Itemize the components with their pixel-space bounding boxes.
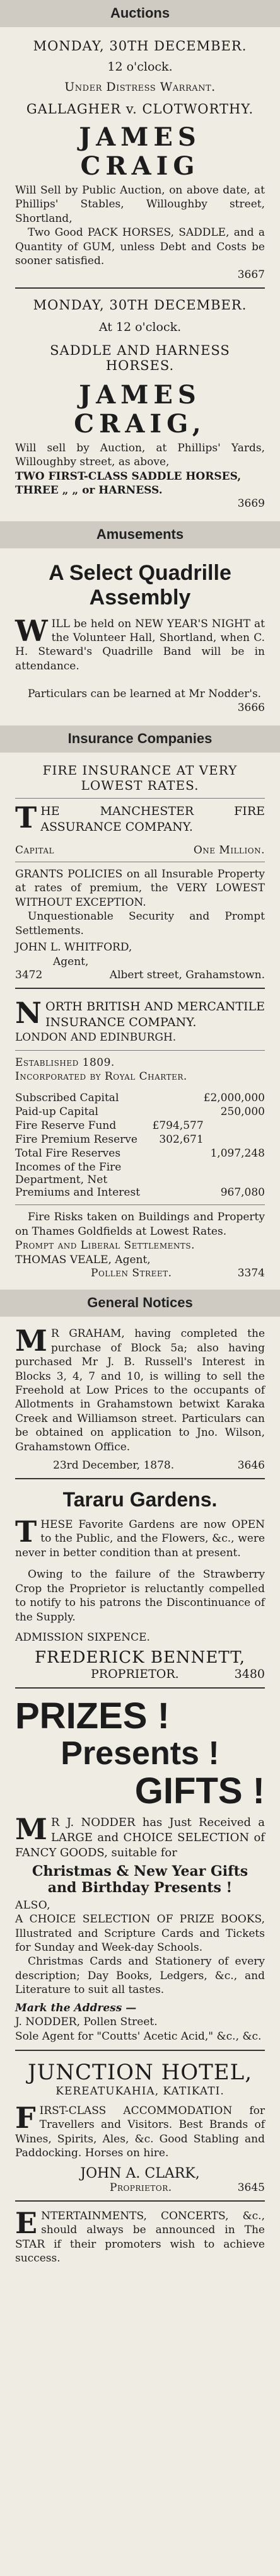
ad-line: TWO FIRST-CLASS SADDLE HORSES, xyxy=(15,470,242,483)
ad-body: GRANTS POLICIES on all Insurable Property at rates of premium, the VERY LOWEST WITHOUT EXCEPTION. xyxy=(15,867,265,909)
divider xyxy=(15,287,265,289)
ad-date: MONDAY, 30TH DECEMBER. xyxy=(33,297,247,313)
notice-prizes-nodder xyxy=(15,1695,265,2043)
ad-body: R GRAHAM, having completed the purchase of Block 5a; also having purchased Mr J. B. Russell's Interest in Blocks 3, 4, 7 and 10, is willing to sell the Freehold at Low Prices to the occupants of Allotments in Grahamstown betwixt Karaka Creek and Williamson street. Particulars can be obtained on application to Jno. Wilson, Grahamstown Office. xyxy=(15,1327,265,1453)
ad-body: Owing to the failure of the Strawberry Crop the Proprietor is reluctantly compelled to notify to his patrons the Discontinuance of the Supply. xyxy=(15,1568,265,1624)
ad-title: Tararu Gardens. xyxy=(62,1488,218,1511)
divider xyxy=(15,1050,265,1051)
table-row: Paid-up Capital 250,000 xyxy=(15,1106,265,1119)
divider xyxy=(15,2050,265,2051)
ad-warrant: Under Distress Warrant. xyxy=(64,80,216,94)
divider xyxy=(15,1687,265,1689)
notice-junction-hotel xyxy=(15,2057,265,2194)
divider xyxy=(15,798,265,799)
insurance-ad-north-british xyxy=(15,995,265,1279)
dropcap: N xyxy=(15,995,42,1030)
highlight: and Birthday Presents ! xyxy=(47,1879,233,1896)
ad-body: Will sell by Auction, at Phillips' Yards, Willoughby street, as above, xyxy=(15,441,265,469)
insurance-ad-manchester xyxy=(15,753,265,981)
highlight: Christmas & New Year Gifts xyxy=(32,1863,248,1880)
ad-body: HESE Favorite Gardens are now OPEN to the Public, and the Flowers, &c., were never in better condition than at present. xyxy=(15,1518,265,1559)
table-row: Fire Premium Reserve 302,671 xyxy=(15,1133,204,1146)
notice-entertainments xyxy=(15,2205,265,2266)
auction-ad-craig-distress xyxy=(15,27,265,281)
table-row: Incomes of the Fire Department, Net Premiums and Interest 967,080 xyxy=(15,1161,265,1199)
divider xyxy=(15,1478,265,1479)
table-row: Total Fire Reserves 1,097,248 xyxy=(15,1147,265,1160)
ad-number: 3645 xyxy=(237,2181,265,2194)
proprietor-name: JOHN A. CLARK, xyxy=(80,2165,200,2181)
notice-graham xyxy=(15,1317,265,1472)
ad-number: 3667 xyxy=(237,268,265,281)
ad-line: THREE „ „ or HARNESS. xyxy=(15,483,163,497)
company-name: HE MANCHESTER FIRE ASSURANCE COMPANY. xyxy=(40,804,265,834)
ad-body: R J. NODDER has Just Received a LARGE and CHOICE SELECTION of FANCY GOODS, suitable for xyxy=(15,1816,265,1859)
ad-body: Will Sell by Public Auction, on above date, at Phillips' Stables, Willoughby street, Shortland, xyxy=(15,184,265,225)
divider xyxy=(15,988,265,989)
also-label: ALSO, xyxy=(15,1898,51,1912)
divider xyxy=(15,2200,265,2202)
capital-label: Capital xyxy=(15,843,54,857)
divider xyxy=(15,1204,265,1205)
incorporated: Incorporated by Royal Charter. xyxy=(15,1070,187,1083)
dropcap: T xyxy=(15,800,37,835)
ad-title: FIRE INSURANCE AT VERY LOWEST RATES. xyxy=(42,762,238,793)
ad-body: ILL be held on NEW YEAR'S NIGHT at the Volunteer Hall, Shortland, when C. H. Steward's Quadrille Band will be in attendance. xyxy=(15,617,265,673)
agent-title: Agent, xyxy=(53,955,89,968)
ad-body: Fire Risks taken on Buildings and Property on Thames Goldfields at Lowest Rates. xyxy=(15,1211,265,1238)
sole-agent: Sole Agent for "Coutts' Acetic Acid," &c., &c. xyxy=(15,2030,262,2043)
established: Established 1809. xyxy=(15,1056,115,1069)
ad-number: 3480 xyxy=(234,1667,265,1682)
company-name: ORTH BRITISH AND MERCANTILE INSURANCE COMPANY. xyxy=(45,999,265,1030)
agent-address: Albert street, Grahamstown. xyxy=(109,968,265,981)
section-heading-insurance: Insurance Companies xyxy=(0,725,280,753)
agent-name: JOHN L. WHITFORD, xyxy=(15,941,132,954)
agent-name: THOMAS VEALE, Agent, xyxy=(15,1253,151,1266)
address: J. NODDER, Pollen Street. xyxy=(15,2016,158,2029)
ad-particulars: Particulars can be learned at Mr Nodder's. xyxy=(28,688,262,701)
ad-place: KEREATUKAHIA, KATIKATI. xyxy=(55,2085,225,2098)
ad-number: 3646 xyxy=(237,1459,265,1472)
ad-body: Unquestionable Security and Prompt Settlements. xyxy=(15,910,265,937)
amusements-ad-quadrille xyxy=(15,548,265,713)
ad-body: NTERTAINMENTS, CONCERTS, &c., should always be announced in The STAR if their promoters wish to achieve success. xyxy=(15,2209,265,2265)
auction-ad-craig-horses xyxy=(15,297,265,511)
ad-time: At 12 o'clock. xyxy=(98,320,182,334)
company-cities: LONDON AND EDINBURGH. xyxy=(15,1031,177,1044)
headline-presents: Presents ! xyxy=(61,1735,219,1772)
headline-gifts: GIFTS ! xyxy=(134,1770,265,1811)
dropcap: M xyxy=(15,1812,47,1847)
auctioneer-name: JAMES CRAIG, xyxy=(74,379,206,439)
ad-prompt: Prompt and Liberal Settlements. xyxy=(15,1239,195,1252)
section-heading-general-notices: General Notices xyxy=(0,1290,280,1317)
section-heading-auctions: Auctions xyxy=(0,0,280,27)
mark-address: Mark the Address — xyxy=(15,2001,137,2014)
proprietor-role: Proprietor. xyxy=(110,2181,172,2194)
ad-title: A Select Quadrille xyxy=(49,561,231,586)
ad-date: MONDAY, 30TH DECEMBER. xyxy=(33,38,247,54)
capital-table xyxy=(15,1091,265,1199)
ad-title: Assembly xyxy=(89,586,191,610)
dropcap: E xyxy=(15,2205,38,2240)
proprietor-name: FREDERICK BENNETT, xyxy=(34,1648,246,1668)
ad-time: 12 o'clock. xyxy=(107,60,173,74)
notice-tararu-gardens xyxy=(15,1486,265,1681)
dropcap: T xyxy=(15,1514,37,1549)
ad-number: 3374 xyxy=(237,1267,265,1280)
capital-value: One Million. xyxy=(193,843,265,857)
table-row: Subscribed Capital £2,000,000 xyxy=(15,1092,265,1105)
table-row: Fire Reserve Fund £794,577 xyxy=(15,1119,204,1133)
dropcap: F xyxy=(15,2101,36,2135)
ad-number: 3666 xyxy=(237,701,265,714)
proprietor-role: PROPRIETOR. xyxy=(91,1667,179,1682)
headline-prizes: PRIZES ! xyxy=(15,1695,170,1737)
dropcap: M xyxy=(15,1324,47,1358)
ad-number: 3472 xyxy=(15,968,43,981)
ad-number: 3669 xyxy=(237,497,265,511)
notice-date: 23rd December, 1878. xyxy=(53,1459,175,1472)
dropcap: W xyxy=(15,613,48,648)
ad-body: Christmas Cards and Stationery of every description; Day Books, Ledgers, &c., and Literature to suit all tastes. xyxy=(15,1955,265,1997)
ad-title: SADDLE AND HARNESS HORSES. xyxy=(50,342,230,373)
ad-title: JUNCTION HOTEL, xyxy=(28,2060,252,2086)
ad-body: A CHOICE SELECTION OF PRIZE BOOKS, Illustrated and Scripture Cards and Tickets for Sunday and Week-day Schools. xyxy=(15,1913,265,1954)
ad-items: Two Good PACK HORSES, SADDLE, and a Quantity of GUM, unless Debt and Costs be sooner satisfied. xyxy=(15,226,265,268)
auctioneer-name: JAMES CRAIG xyxy=(79,122,201,181)
section-heading-amusements: Amusements xyxy=(0,521,280,548)
ad-body: IRST-CLASS ACCOMMODATION for Travellers and Visitors. Best Brands of Wines, Spirits, Ales, &c. Good Stabling and Paddocking. Horses on hire. xyxy=(15,2105,265,2160)
ad-case: GALLAGHER v. CLOTWORTHY. xyxy=(26,101,254,117)
agent-street: Pollen Street. xyxy=(91,1267,172,1280)
admission: ADMISSION SIXPENCE. xyxy=(15,1631,150,1644)
